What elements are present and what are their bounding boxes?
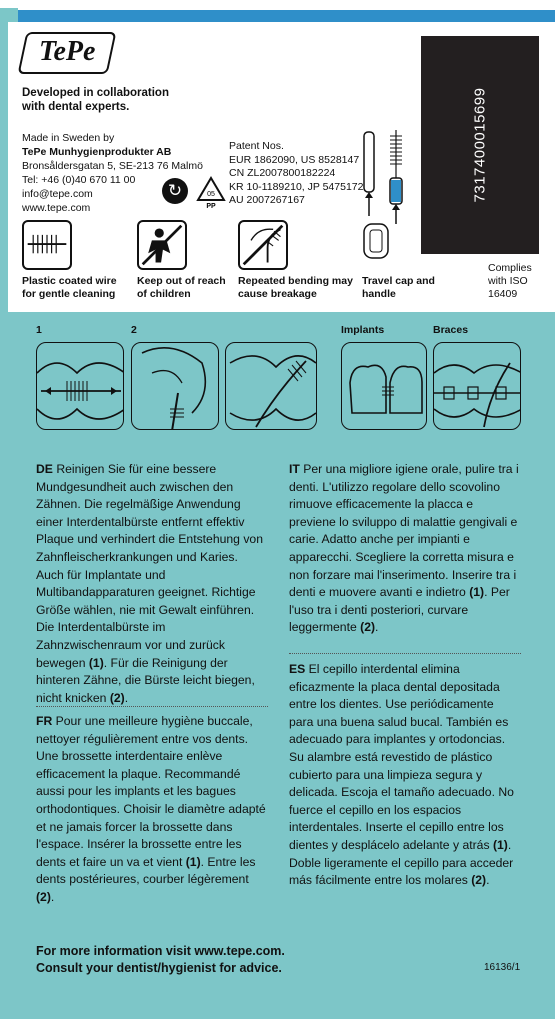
- text-it: Per una migliore igiene orale, pulire tra i denti. L'utilizzo regolare dello scovolino rimuove efficacemente la placca e previene lo sviluppo di malattie gengivali e carie. Adatto anche per impianti e apparecchi. Scegliere la corretta misura e non forzare mai l'inserimento. Inserire tra i denti e muovere avanti e indietro: [289, 462, 519, 600]
- bending-warning-icon: [238, 220, 288, 270]
- bending-caption: Repeated bending may cause breakage: [238, 275, 353, 300]
- text-it-mid: . Per l'uso tra i denti posteriori, curvare leggermente: [289, 585, 510, 635]
- teeth-figure-2b: [225, 342, 317, 430]
- implants-figure: [341, 342, 427, 430]
- figure-label-1: 1: [36, 324, 42, 336]
- footer-info: [36, 943, 416, 977]
- wire-icon: [22, 220, 72, 270]
- child-caption: Keep out of reach of children: [137, 275, 226, 300]
- top-stripe: [0, 0, 555, 20]
- footer-line-2: Consult your dentist/hygienist for advice.: [36, 961, 282, 975]
- barcode-number: 7317400015699: [471, 87, 489, 203]
- text-fr: Pour une meilleure hygiène buccale, nettoyer régulièrement entre vos dents. Une brossette interdentaire enlève efficacement la plaque. Recommandé aussi pour les implants et les bagues orthodontiques. Choisir le diamètre adapté et ne jamais forcer la brossette dans l'espace. Insérer la brossette entre les dents et faire un va et vient: [36, 714, 266, 869]
- separator-de-fr: [36, 706, 268, 707]
- wire-caption: Plastic coated wire for gentle cleaning: [22, 275, 117, 300]
- text-es: El cepillo interdental elimina eficazmente la placa dental depositada entre los dientes. Use periódicamente para una buena salud bucal. También es adecuado para implantes y ortodoncias. Su alambre está revestido de plástico cubierto para una limpieza segura y delicada. Escoja el tamaño adecuado. No fuerce el cepillo en los espacios interdentales. Inserte el cepillo entre los dientes y desplácelo adelante y atrás: [289, 662, 514, 852]
- lang-code-it: IT: [289, 462, 300, 476]
- iso-compliance: Complies with ISO 16409: [488, 262, 532, 300]
- figure-label-braces: Braces: [433, 324, 469, 336]
- tagline: Developed in collaboration with dental experts.: [22, 87, 169, 113]
- footer-line-1: For more information visit www.tepe.com.: [36, 944, 285, 958]
- teeth-figure-2a: [131, 342, 219, 430]
- product-code: 16136/1: [484, 962, 521, 973]
- patent-line: CN ZL2007800182224: [229, 167, 336, 179]
- tepe-logo: [18, 32, 117, 74]
- patents-title: Patent Nos.: [229, 140, 284, 152]
- figure-label-implants: Implants: [341, 324, 385, 336]
- figure-label-2: 2: [131, 324, 137, 336]
- address: Bronsåldersgatan 5, SE-213 76 Malmö: [22, 160, 203, 172]
- lang-code-fr: FR: [36, 714, 53, 728]
- recycle-code: 05: [207, 191, 215, 198]
- website: www.tepe.com: [22, 202, 91, 214]
- instructions-es: [289, 661, 521, 890]
- patent-line: AU 2007267167: [229, 194, 305, 206]
- text-fr-end: .: [50, 889, 55, 904]
- instructions-de: [36, 461, 268, 707]
- ref-2-fr: (2): [36, 889, 51, 904]
- ref-1-fr: (1): [185, 854, 201, 869]
- ref-1-de: (1): [88, 655, 104, 670]
- recycle-icon: ↻: [162, 178, 188, 204]
- ref-2-de: (2): [109, 690, 125, 705]
- text-es-end: .: [486, 873, 490, 888]
- travel-cap-caption: Travel cap and handle: [362, 275, 435, 300]
- ref-2-it: (2): [360, 620, 376, 635]
- patent-line: EUR 1862090, US 8528147: [229, 153, 360, 166]
- pp-recycling-icon: [196, 176, 226, 210]
- recycle-material: PP: [206, 203, 216, 210]
- text-es-mid: . Doble ligeramente el cepillo para acceder más fácilmente entre los molares: [289, 837, 514, 888]
- instructions-fr: [36, 713, 268, 907]
- instructions-it: [289, 461, 521, 637]
- company-name: TePe Munhygienprodukter AB: [22, 146, 172, 158]
- lang-code-es: ES: [289, 662, 306, 676]
- ref-2-es: (2): [471, 873, 487, 888]
- made-in: Made in Sweden by: [22, 132, 115, 144]
- text-it-end: .: [375, 620, 379, 635]
- separator-it-es: [289, 653, 521, 654]
- telephone: Tel: +46 (0)40 670 11 00: [22, 174, 136, 186]
- braces-figure: [433, 342, 521, 430]
- logo-text: TePe: [38, 36, 96, 67]
- text-fr-mid: . Entre les dents postérieures, courber légèrement: [36, 854, 256, 887]
- email: info@tepe.com: [22, 188, 93, 200]
- stripe-edge: [0, 8, 18, 22]
- teeth-figure-1: [36, 342, 124, 430]
- lang-code-de: DE: [36, 462, 53, 476]
- child-warning-icon: [137, 220, 187, 270]
- ref-1-it: (1): [469, 585, 485, 600]
- text-de-end: .: [124, 690, 129, 705]
- text-de: Reinigen Sie für eine bessere Mundgesundheit auch zwischen den Zähnen. Die regelmäßige Anwendung einer Interdentalbürste entfernt effektiv Plaque und verhindert die Entstehung von Zahnfleischerkrankungen und Karies. Auch für Implantate und Multibandapparaturen geeignet. Richtige Größe wählen, nie mit Gewalt einführen. Die Interdentalbürste im Zahnzwischenraum vor und zurück bewegen: [36, 462, 263, 670]
- text-de-mid: . Für die Reinigung der hinteren Zähne, die Bürste leicht biegen, nicht knicken: [36, 655, 255, 705]
- ref-1-es: (1): [492, 837, 508, 852]
- travel-brush-graphic: [356, 128, 416, 264]
- patent-line: KR 10-1189210, JP 5475172: [229, 180, 364, 193]
